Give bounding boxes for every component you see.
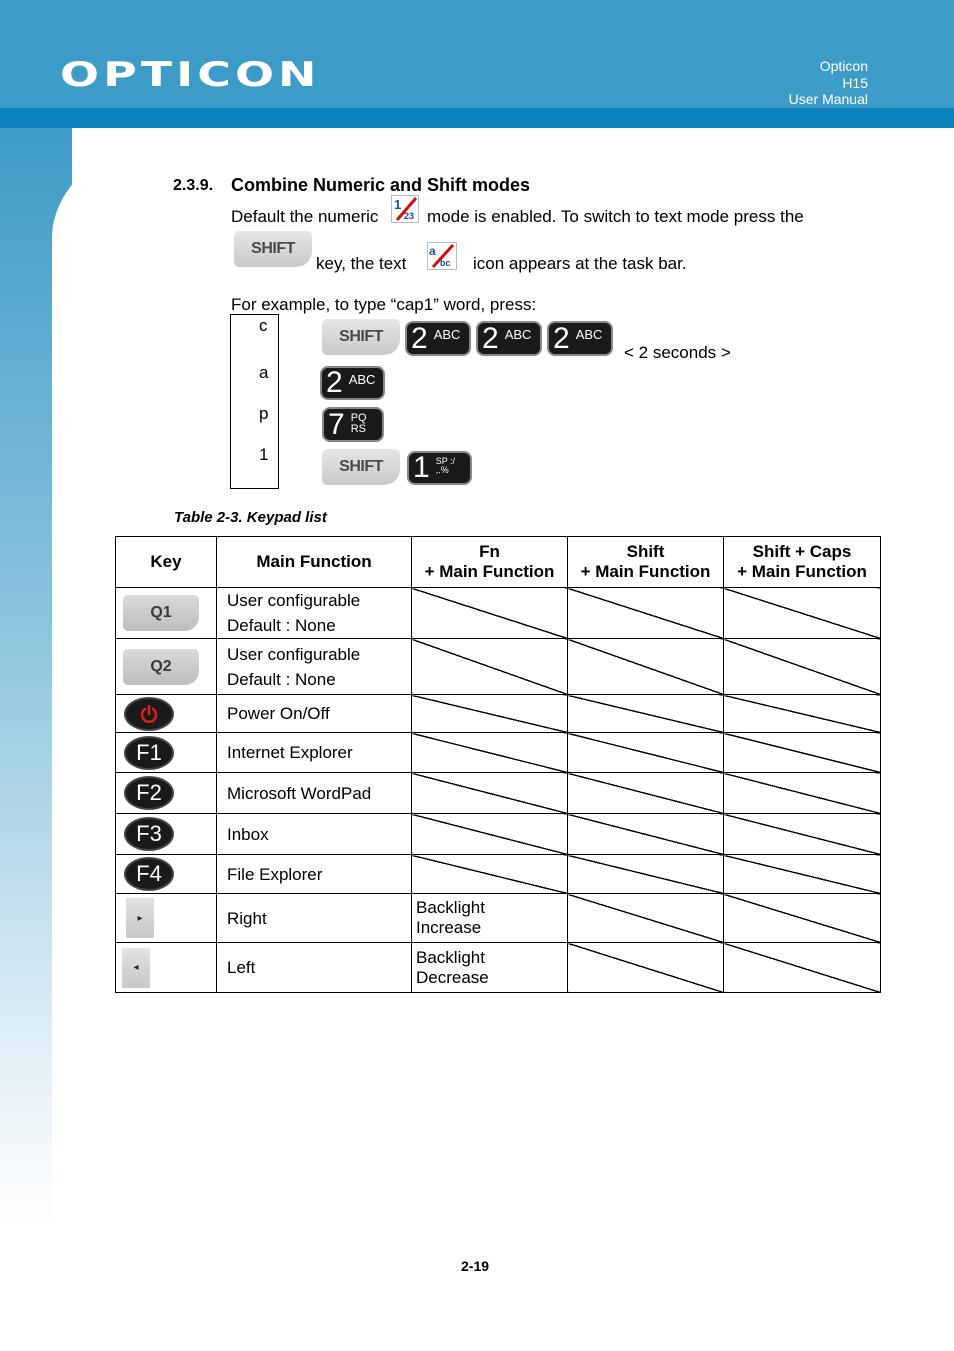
fn-function-cell: Backlight Increase — [412, 894, 568, 943]
shift-key-image: SHIFT — [322, 319, 400, 355]
main-function-cell: User configurable Default : None — [217, 639, 412, 695]
empty-cell — [568, 894, 724, 943]
empty-cell — [724, 814, 881, 855]
header-shift-caps: Shift + Caps + Main Function — [724, 537, 881, 588]
power-key-image — [124, 697, 174, 731]
empty-cell — [724, 855, 881, 894]
key-2-abc-image: 2 ABC — [476, 321, 542, 356]
header-strip — [0, 108, 954, 128]
empty-cell — [568, 588, 724, 639]
header-key: Key — [116, 537, 217, 588]
empty-cell — [412, 733, 568, 773]
key-cell — [116, 855, 217, 894]
opticon-logo: OPTICON — [60, 55, 321, 95]
key-cell — [116, 733, 217, 773]
key-cell — [116, 639, 217, 695]
f3-key-image: F3 — [124, 817, 174, 851]
key-2-abc-image: 2 ABC — [405, 321, 471, 356]
keypad-table — [115, 536, 881, 993]
wait-note: < 2 seconds > — [624, 343, 731, 362]
key-2-abc-image: 2 ABC — [320, 366, 385, 400]
empty-cell — [568, 733, 724, 773]
empty-cell — [724, 695, 881, 733]
table-row — [116, 733, 881, 773]
header-doc-title: User Manual — [788, 91, 868, 107]
svg-text:23: 23 — [404, 211, 415, 221]
key-cell — [116, 943, 217, 993]
main-function-cell: Microsoft WordPad — [217, 773, 412, 814]
header-model: H15 — [842, 75, 868, 91]
svg-text:bc: bc — [440, 258, 451, 268]
right-arrow-key-image: ▸ — [126, 898, 154, 938]
section-title: Combine Numeric and Shift modes — [231, 175, 531, 195]
fn-function-cell: Backlight Decrease — [412, 943, 568, 993]
main-function-cell: User configurable Default : None — [217, 588, 412, 639]
empty-cell — [568, 814, 724, 855]
table-row — [116, 773, 881, 814]
power-icon — [139, 704, 159, 724]
main-function-cell: Internet Explorer — [217, 733, 412, 773]
shift-key-image: SHIFT — [234, 231, 312, 267]
section-number: 2.3.9. — [173, 177, 214, 194]
empty-cell — [724, 773, 881, 814]
empty-cell — [724, 588, 881, 639]
f4-key-image: F4 — [124, 857, 174, 891]
header-company: Opticon — [819, 58, 868, 74]
table-row — [116, 695, 881, 733]
key-cell — [116, 588, 217, 639]
example-text: For example, to type “cap1” word, press: — [231, 295, 537, 314]
empty-cell — [724, 894, 881, 943]
key-2-abc-image: 2 ABC — [547, 321, 613, 356]
table-header-row — [116, 537, 881, 588]
f2-key-image: F2 — [124, 776, 174, 810]
main-function-cell: Power On/Off — [217, 695, 412, 733]
q1-key-image: Q1 — [123, 595, 199, 631]
main-function-cell: File Explorer — [217, 855, 412, 894]
numeric-mode-icon — [391, 195, 419, 228]
table-row — [116, 588, 881, 639]
empty-cell — [412, 639, 568, 695]
empty-cell — [568, 695, 724, 733]
main-function-cell: Left — [217, 943, 412, 993]
main-function-cell: Right — [217, 894, 412, 943]
key-1-symbols-image: 1 SP :/ ,.% — [407, 451, 472, 485]
intro-text-2b: icon appears at the task bar. — [473, 254, 687, 273]
q2-key-image: Q2 — [123, 649, 199, 685]
key-cell — [116, 894, 217, 943]
empty-cell — [412, 588, 568, 639]
empty-cell — [412, 773, 568, 814]
intro-text-1b: mode is enabled. To switch to text mode press the — [427, 207, 804, 226]
letter-c: c — [259, 316, 268, 335]
key-7-pqrs-image: 7 PQ RS — [322, 407, 384, 442]
table-row — [116, 639, 881, 695]
letter-p: p — [259, 404, 269, 423]
table-row — [116, 814, 881, 855]
svg-text:a: a — [429, 244, 436, 258]
text-mode-icon — [427, 242, 457, 275]
letter-1: 1 — [259, 445, 269, 464]
key-cell — [116, 814, 217, 855]
empty-cell — [568, 639, 724, 695]
empty-cell — [568, 943, 724, 993]
letter-a: a — [259, 363, 269, 382]
key-cell — [116, 695, 217, 733]
header-shift: Shift + Main Function — [568, 537, 724, 588]
empty-cell — [724, 943, 881, 993]
empty-cell — [412, 855, 568, 894]
empty-cell — [412, 814, 568, 855]
left-arrow-key-image: ◂ — [122, 948, 150, 988]
header-fn: Fn + Main Function — [412, 537, 568, 588]
intro-text-1a: Default the numeric — [231, 207, 379, 226]
table-row — [116, 943, 881, 993]
empty-cell — [724, 733, 881, 773]
intro-text-2a: key, the text — [316, 254, 407, 273]
table-row — [116, 894, 881, 943]
header-main-function: Main Function — [217, 537, 412, 588]
page-number: 2-19 — [461, 1258, 490, 1274]
letters-box — [230, 314, 279, 489]
shift-key-image: SHIFT — [322, 449, 400, 485]
svg-text:1: 1 — [394, 197, 402, 212]
main-function-cell: Inbox — [217, 814, 412, 855]
f1-key-image: F1 — [124, 736, 174, 770]
empty-cell — [724, 639, 881, 695]
table-row — [116, 855, 881, 894]
empty-cell — [412, 695, 568, 733]
key-cell — [116, 773, 217, 814]
empty-cell — [568, 773, 724, 814]
table-caption: Table 2-3. Keypad list — [174, 509, 327, 526]
empty-cell — [568, 855, 724, 894]
